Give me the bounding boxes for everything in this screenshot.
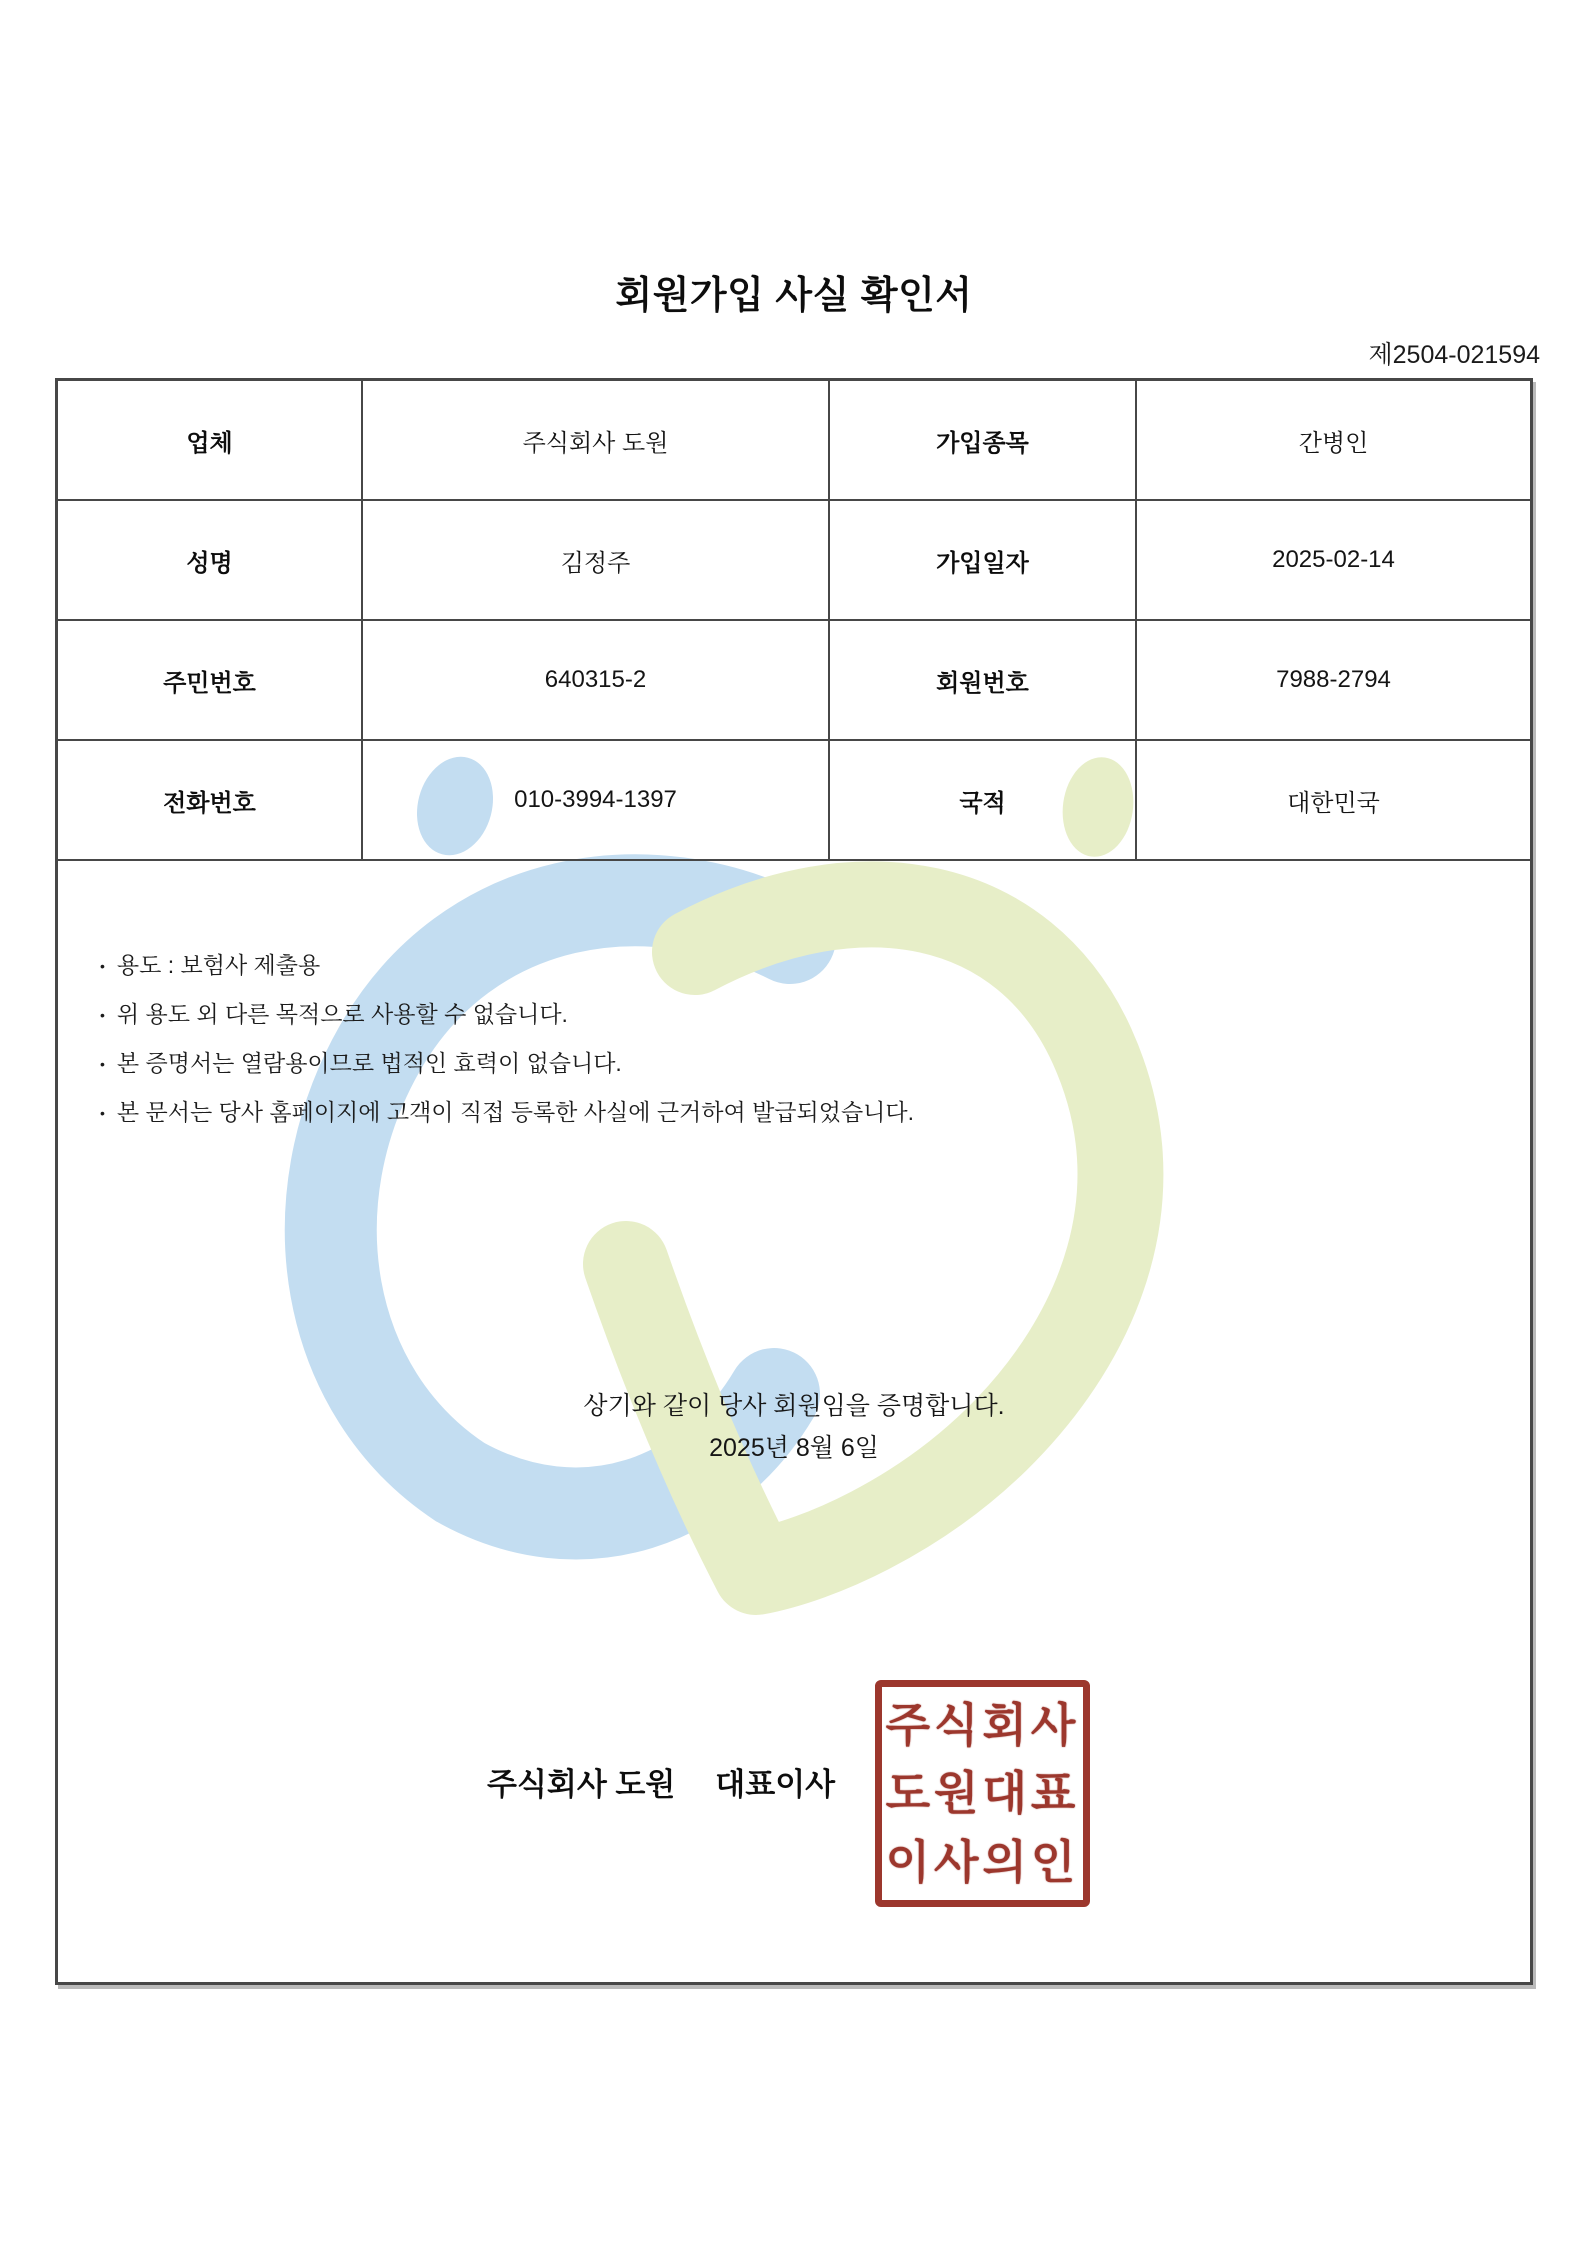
company-seal-stamp	[875, 1680, 1090, 1907]
field-label: 성명	[58, 500, 362, 620]
seal-text-row: 주식회사	[885, 1699, 1080, 1752]
seal-text-row: 이사의인	[885, 1835, 1080, 1888]
statement-line: 상기와 같이 당사 회원임을 증명합니다.	[583, 1392, 1005, 1420]
field-label: 회원번호	[829, 620, 1136, 740]
field-label: 전화번호	[58, 740, 362, 860]
bullet-icon: •	[100, 958, 105, 974]
field-label: 국적	[829, 740, 1136, 860]
note-item	[100, 990, 914, 1039]
certification-statement	[58, 1385, 1530, 1469]
signature-line	[487, 1759, 835, 1804]
ceo-title: 대표이사	[715, 1767, 836, 1802]
field-value: 7988-2794	[1136, 620, 1530, 740]
note-text: 위 용도 외 다른 목적으로 사용할 수 없습니다.	[116, 1001, 568, 1027]
note-item	[100, 1039, 914, 1088]
note-text: 용도 : 보험사 제출용	[116, 952, 321, 978]
seal-text-row: 도원대표	[885, 1767, 1080, 1820]
note-item	[100, 1088, 914, 1137]
notes-list	[100, 941, 914, 1137]
field-value: 김정주	[362, 500, 829, 620]
field-value: 대한민국	[1136, 740, 1530, 860]
field-label: 업체	[58, 381, 362, 500]
table-row	[58, 500, 1530, 620]
field-label: 가입종목	[829, 381, 1136, 500]
page-title: 회원가입 사실 확인서	[615, 275, 973, 317]
note-text: 본 증명서는 열람용이므로 법적인 효력이 없습니다.	[116, 1050, 622, 1076]
field-value: 2025-02-14	[1136, 500, 1530, 620]
document-number: 제2504-021594	[1368, 341, 1540, 369]
notes-area	[58, 861, 1530, 1972]
note-text: 본 문서는 당사 홈페이지에 고객이 직접 등록한 사실에 근거하여 발급되었습니다.	[116, 1099, 915, 1125]
bullet-icon: •	[100, 1105, 105, 1121]
table-row	[58, 620, 1530, 740]
field-value: 640315-2	[362, 620, 829, 740]
member-info-table	[58, 381, 1530, 861]
bullet-icon: •	[100, 1007, 105, 1023]
bullet-icon: •	[100, 1056, 105, 1072]
field-label: 주민번호	[58, 620, 362, 740]
field-label: 가입일자	[829, 500, 1136, 620]
field-value: 간병인	[1136, 381, 1530, 500]
table-row	[58, 381, 1530, 500]
table-row	[58, 740, 1530, 860]
company-name: 주식회사 도원	[487, 1767, 676, 1802]
issue-date: 2025년 8월 6일	[709, 1434, 879, 1462]
note-item	[100, 941, 914, 990]
certificate-box	[55, 378, 1533, 1985]
field-value: 010-3994-1397	[362, 740, 829, 860]
field-value: 주식회사 도원	[362, 381, 829, 500]
